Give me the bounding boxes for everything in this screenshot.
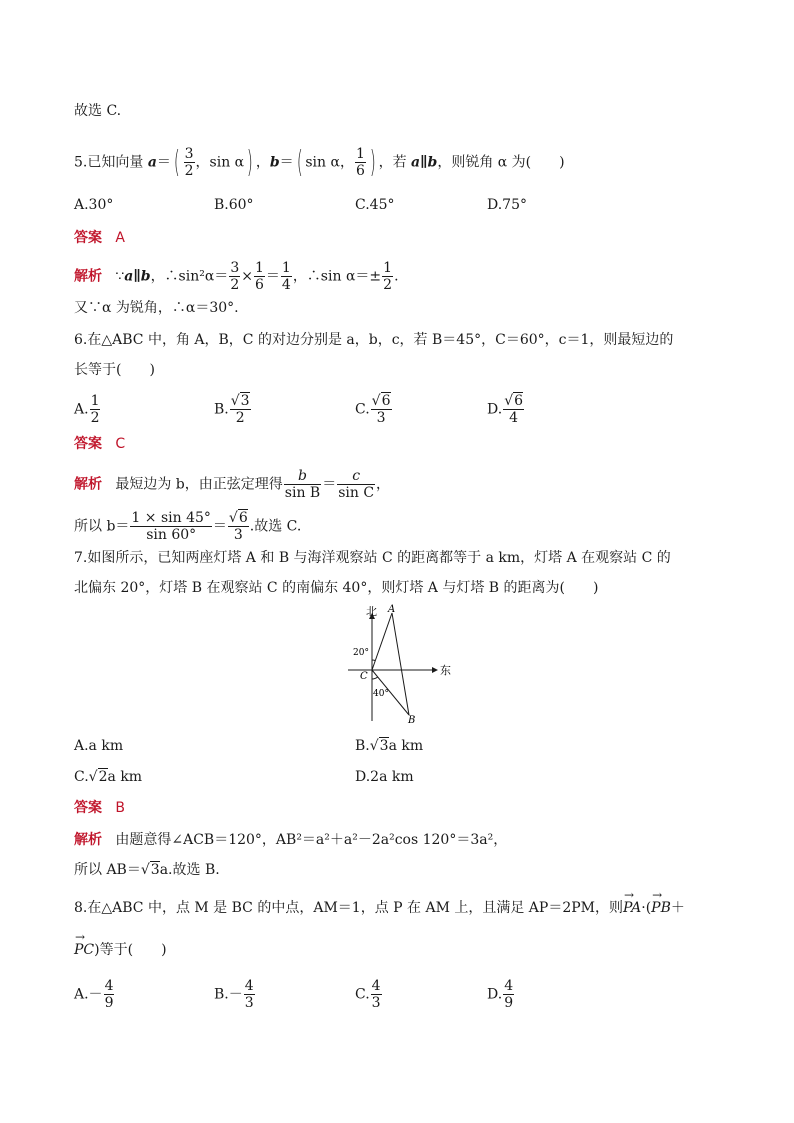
- q7-option-c-tail: a km: [107, 769, 143, 785]
- q6-option-c-frac: [371, 393, 392, 426]
- q6-analysis: [74, 468, 390, 501]
- q6-so-radicand: 6: [238, 510, 248, 526]
- q5-equals: ＝: [156, 154, 171, 171]
- q5-vector-b: b: [269, 154, 280, 171]
- q5-stem-b: ，若: [378, 154, 412, 171]
- q7-option-b-prefix: B.: [355, 738, 370, 754]
- q5-an-eq: ＝: [265, 268, 280, 285]
- q7-so-tail: a.故选 B.: [159, 862, 220, 878]
- q6-option-a-num: 1: [90, 393, 100, 409]
- q5-stem: [74, 146, 565, 179]
- q5-frac-a-den: 2: [184, 163, 194, 179]
- q6-so-frac-1: [130, 510, 211, 543]
- q7-option-c-radicand: 2: [98, 769, 108, 785]
- q7-analysis: [74, 830, 507, 850]
- q5-sep: ，: [255, 154, 270, 171]
- q5-option-a: A.30°: [74, 197, 114, 213]
- q6-an-frac-2: [337, 468, 375, 501]
- q5-an-frac-3: [281, 260, 292, 293]
- q5-a-tail: ，sin α: [195, 154, 245, 171]
- q8-option-d-num: 4: [504, 978, 514, 994]
- q5-paren-open: (: [173, 144, 180, 180]
- q7-stem-line2: 北偏东 20°，灯塔 B 在观察站 C 的南偏东 40°，则灯塔 A 与灯塔 B 的距离为( ): [74, 580, 599, 596]
- q5-parallel: a∥b: [411, 154, 438, 171]
- q8-stem-tail: )等于( ): [94, 942, 167, 958]
- q8-option-c-num: 4: [371, 978, 381, 994]
- q5-vector-a: a: [147, 154, 157, 171]
- q8-option-a-prefix: A.－: [74, 986, 103, 1003]
- q5-paren-open-2: (: [296, 144, 303, 180]
- q7-label-north: 北: [366, 605, 377, 618]
- q6-so-eq: ＝: [212, 518, 227, 535]
- q5-an-f1-den: 2: [230, 277, 240, 293]
- q8-option-a: [74, 978, 115, 1011]
- prev-answer-line: 故选 C.: [74, 103, 122, 119]
- q7-so-radicand: 3: [150, 862, 160, 878]
- q6-an-f1-den: sin B: [284, 485, 321, 501]
- q5-stem-c: ，则锐角 α 为( ): [437, 154, 565, 171]
- q5-answer: [74, 228, 125, 248]
- q5-b-head: sin α，: [305, 154, 354, 171]
- q7-answer-label: 答案: [74, 800, 102, 816]
- q7-arc-40: [372, 677, 378, 679]
- q8-dot: ·(: [641, 900, 652, 916]
- q6-option-b-frac: [230, 393, 251, 426]
- q7-label-angle-40: 40°: [373, 689, 389, 699]
- q5-frac-a-num: 3: [184, 146, 194, 162]
- q7-an-1: 由题意得∠ACB＝120°，AB²＝a²＋a²－2a²cos 120°＝3a²，: [115, 832, 508, 848]
- q6-option-c: [355, 393, 393, 426]
- q6-answer-value: C: [115, 436, 126, 452]
- q7-segment-ca: [372, 613, 392, 670]
- q5-analysis: [74, 260, 399, 293]
- q7-label-b: B: [408, 715, 416, 725]
- q6-an-eq: ＝: [322, 476, 337, 493]
- q8-option-a-num: 4: [104, 978, 114, 994]
- q5-an-1: ∵: [115, 268, 125, 285]
- q8-option-c: [355, 978, 383, 1011]
- q5-stem-text: 5.已知向量: [74, 154, 148, 171]
- q6-option-b-den: 2: [235, 410, 245, 426]
- q6-stem-line1: 6.在△ABC 中，角 A，B，C 的对边分别是 a，b，c，若 B＝45°，C＝60°，c＝1，则最短边的: [74, 332, 674, 348]
- q5-an-frac-1: [229, 260, 240, 293]
- q8-option-c-prefix: C.: [355, 986, 370, 1003]
- q6-option-d-den: 4: [509, 410, 519, 426]
- q7-so-prefix: 所以 AB＝: [74, 862, 141, 878]
- q5-frac-b-den: 6: [355, 163, 365, 179]
- q6-option-d-frac: [503, 393, 524, 426]
- q7-option-c-prefix: C.: [74, 769, 89, 785]
- q8-option-a-frac: [104, 978, 115, 1011]
- q6-option-a-den: 2: [90, 410, 100, 426]
- q5-answer-label: 答案: [74, 230, 102, 246]
- q7-option-d: D.2a km: [355, 769, 414, 785]
- q6-option-d: [487, 393, 525, 426]
- q7-analysis-label: 解析: [74, 832, 102, 848]
- q6-option-a-frac: [90, 393, 101, 426]
- q8-option-b-num: 4: [244, 978, 254, 994]
- q7-answer: [74, 798, 125, 818]
- q6-so-frac-2: $\frac{√6}{3}$: [228, 510, 248, 543]
- q8-stem-line2: [74, 940, 167, 960]
- q5-an-times: ×: [241, 268, 253, 285]
- q7-option-c: C.√2a km: [74, 769, 143, 785]
- q7-stem-line1: 7.如图所示，已知两座灯塔 A 和 B 与海洋观察站 C 的距离都等于 a km，灯塔 A 在观察站 C 的: [74, 550, 671, 566]
- q7-figure: [340, 603, 460, 725]
- q8-vector-pa: → PA: [623, 898, 641, 918]
- q5-an-f1-num: 3: [230, 260, 240, 276]
- q8-option-c-frac: [371, 978, 382, 1011]
- q7-option-b-tail: a km: [388, 738, 424, 754]
- q8-option-d: [487, 978, 515, 1011]
- q7-east-arrow: [432, 667, 438, 673]
- q8-stem-line1: [74, 898, 685, 918]
- q6-option-b: [214, 393, 252, 426]
- q5-an-f4-num: 1: [383, 260, 393, 276]
- q6-so-prefix: 所以 b＝: [74, 518, 130, 535]
- q7-label-c: C: [360, 671, 368, 682]
- q5-an-f3-den: 4: [281, 277, 291, 293]
- q6-option-d-num: √6: [504, 393, 524, 409]
- q8-option-d-frac: [503, 978, 514, 1011]
- q6-an-1: 最短边为 b，由正弦定理得: [115, 476, 283, 493]
- q6-so-den: sin 60°: [146, 527, 197, 543]
- q5-equals-2: ＝: [279, 154, 294, 171]
- q7-analysis-line2: 所以 AB＝√3a.故选 B.: [74, 862, 220, 878]
- q7-label-a: A: [388, 604, 396, 615]
- q6-analysis-label: 解析: [74, 476, 102, 493]
- q7-segment-ab: [392, 613, 409, 715]
- q6-option-a: [74, 393, 101, 426]
- q7-option-a: A.a km: [74, 738, 124, 754]
- q6-so-tail: .故选 C.: [249, 518, 302, 535]
- q6-an-f2-num: c: [337, 468, 375, 485]
- q6-option-c-num: √6: [371, 393, 391, 409]
- q6-option-c-prefix: C.: [355, 401, 370, 418]
- q5-option-d: D.75°: [487, 197, 527, 213]
- q5-an-frac-4: [382, 260, 393, 293]
- q6-so-num: 1 × sin 45°: [131, 510, 211, 526]
- q6-an-f2-den: sin C: [338, 485, 375, 501]
- q5-an-f4-den: 2: [383, 277, 393, 293]
- q7-arc-20: [372, 660, 375, 661]
- q6-option-d-prefix: D.: [487, 401, 503, 418]
- q5-an-frac-2: [254, 260, 265, 293]
- q5-an-2: ，∴sin²α＝: [150, 268, 229, 285]
- q7-answer-value: B: [115, 800, 125, 816]
- q8-stem-text: 8.在△ABC 中，点 M 是 BC 的中点，AM＝1，点 P 在 AM 上，且满足 AP＝2PM，则: [74, 900, 623, 916]
- q6-option-d-radicand: 6: [514, 393, 524, 409]
- q5-frac-b: [355, 146, 366, 179]
- q6-an-2: ，: [376, 476, 391, 493]
- q5-an-parallel: a∥b: [124, 268, 151, 285]
- q8-option-b-frac: [244, 978, 255, 1011]
- q8-option-c-den: 3: [371, 995, 381, 1011]
- q7-label-angle-20: 20°: [353, 648, 369, 658]
- q5-analysis-label: 解析: [74, 268, 102, 285]
- q7-option-b-radicand: 3: [379, 738, 389, 754]
- q5-an-f2-den: 6: [254, 277, 264, 293]
- q6-an-f1-num: b: [284, 468, 321, 485]
- q6-analysis-line2: [74, 510, 301, 543]
- q6-option-b-radicand: 3: [240, 393, 250, 409]
- q6-stem-line2: 长等于( ): [74, 362, 155, 378]
- q8-option-d-prefix: D.: [487, 986, 503, 1003]
- q7-option-b: B.√3a km: [355, 738, 424, 754]
- q5-paren-close-2: ): [369, 144, 376, 180]
- q6-option-a-prefix: A.: [74, 401, 89, 418]
- q5-answer-value: A: [115, 230, 125, 246]
- q6-option-c-den: 3: [376, 410, 386, 426]
- q6-answer: [74, 434, 125, 454]
- q7-label-east: 东: [440, 664, 451, 677]
- q5-frac-b-num: 1: [355, 146, 365, 162]
- q5-option-c: C.45°: [355, 197, 395, 213]
- q8-option-b: [214, 978, 256, 1011]
- q5-an-4: .: [394, 268, 399, 285]
- q5-frac-a: [184, 146, 195, 179]
- q6-option-b-prefix: B.: [214, 401, 229, 418]
- q5-an-f3-num: 1: [281, 260, 291, 276]
- q8-option-b-prefix: B.－: [214, 986, 243, 1003]
- q6-answer-label: 答案: [74, 436, 102, 452]
- q5-analysis-line2: 又∵α 为锐角，∴α＝30°.: [74, 300, 239, 316]
- q6-option-c-radicand: 6: [381, 393, 391, 409]
- q8-plus: ＋: [670, 900, 685, 916]
- q8-vector-pc: → PC: [74, 940, 94, 960]
- q6-an-frac-1: [284, 468, 321, 501]
- q8-option-b-den: 3: [244, 995, 254, 1011]
- q8-vector-pb: → PB: [651, 898, 671, 918]
- q5-paren-close: ): [247, 144, 253, 180]
- q8-option-a-den: 9: [104, 995, 114, 1011]
- q6-so-den2: 3: [233, 527, 243, 543]
- q6-option-b-num: √3: [230, 393, 250, 409]
- q8-option-d-den: 9: [504, 995, 514, 1011]
- q5-an-f2-num: 1: [254, 260, 264, 276]
- q5-option-b: B.60°: [214, 197, 254, 213]
- q5-an-3: ，∴sin α＝±: [292, 268, 382, 285]
